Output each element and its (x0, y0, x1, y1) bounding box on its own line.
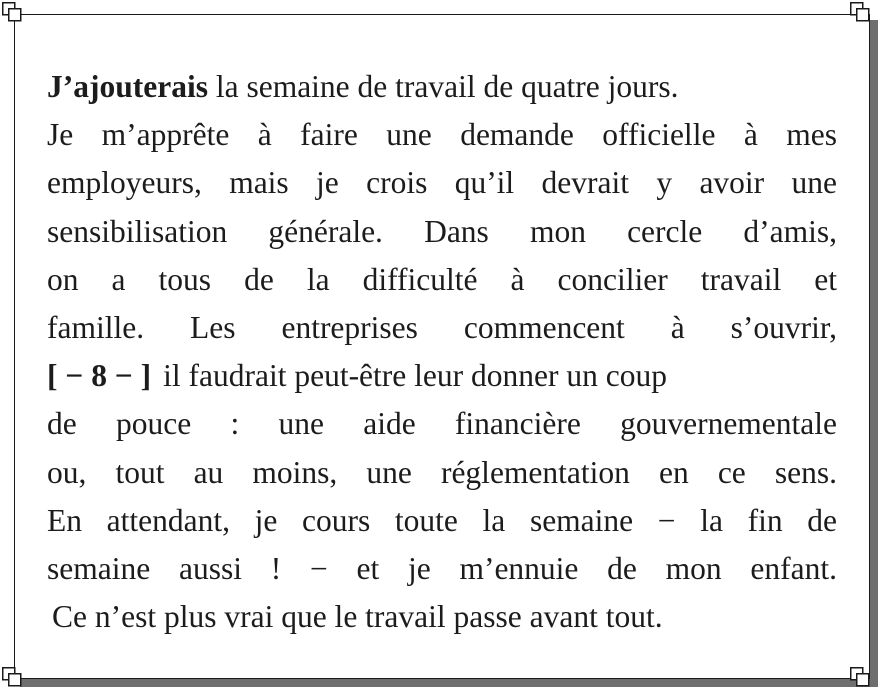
passage-line-3: employeurs, mais je crois qu’il devrait y avoir une (47, 165, 837, 201)
passage-line-11: semaine aussi ! − et je m’ennuie de mon enfant. (47, 551, 837, 587)
passage-line-12: Ce n’est plus vrai que le travail passe avant tout. (52, 599, 663, 635)
line-1-rest: la semaine de travail de quatre jours. (207, 69, 679, 104)
passage-line-1 (47, 63, 837, 111)
passage-line-5: on a tous de la difficulté à concilier travail et (47, 261, 837, 297)
passage-line-6: famille. Les entreprises commencent à s’ouvrir, (47, 310, 837, 346)
passage-line-4: sensibilisation générale. Dans mon cercle d’amis, (47, 213, 837, 249)
passage-line-9: ou, tout au moins, une réglementation en ce sens. (47, 454, 837, 490)
passage-line-7 (47, 352, 837, 400)
corner-ornament-top-left (2, 2, 22, 22)
passage-text (47, 63, 837, 641)
lead-word: J’ajouterais (47, 69, 208, 104)
line-7-rest: il faudrait peut-être leur donner un coup (163, 358, 667, 394)
passage-line-8: de pouce : une aide financière gouvernementale (47, 406, 837, 442)
corner-ornament-bottom-left (2, 667, 22, 687)
corner-ornament-top-right (850, 2, 870, 22)
passage-line-2: Je m’apprête à faire une demande officielle à mes (47, 117, 837, 153)
blank-marker-8: [ − 8 − ] (47, 358, 152, 394)
corner-ornament-bottom-right (850, 667, 870, 687)
passage-line-10: En attendant, je cours toute la semaine − la fin de (47, 502, 837, 538)
